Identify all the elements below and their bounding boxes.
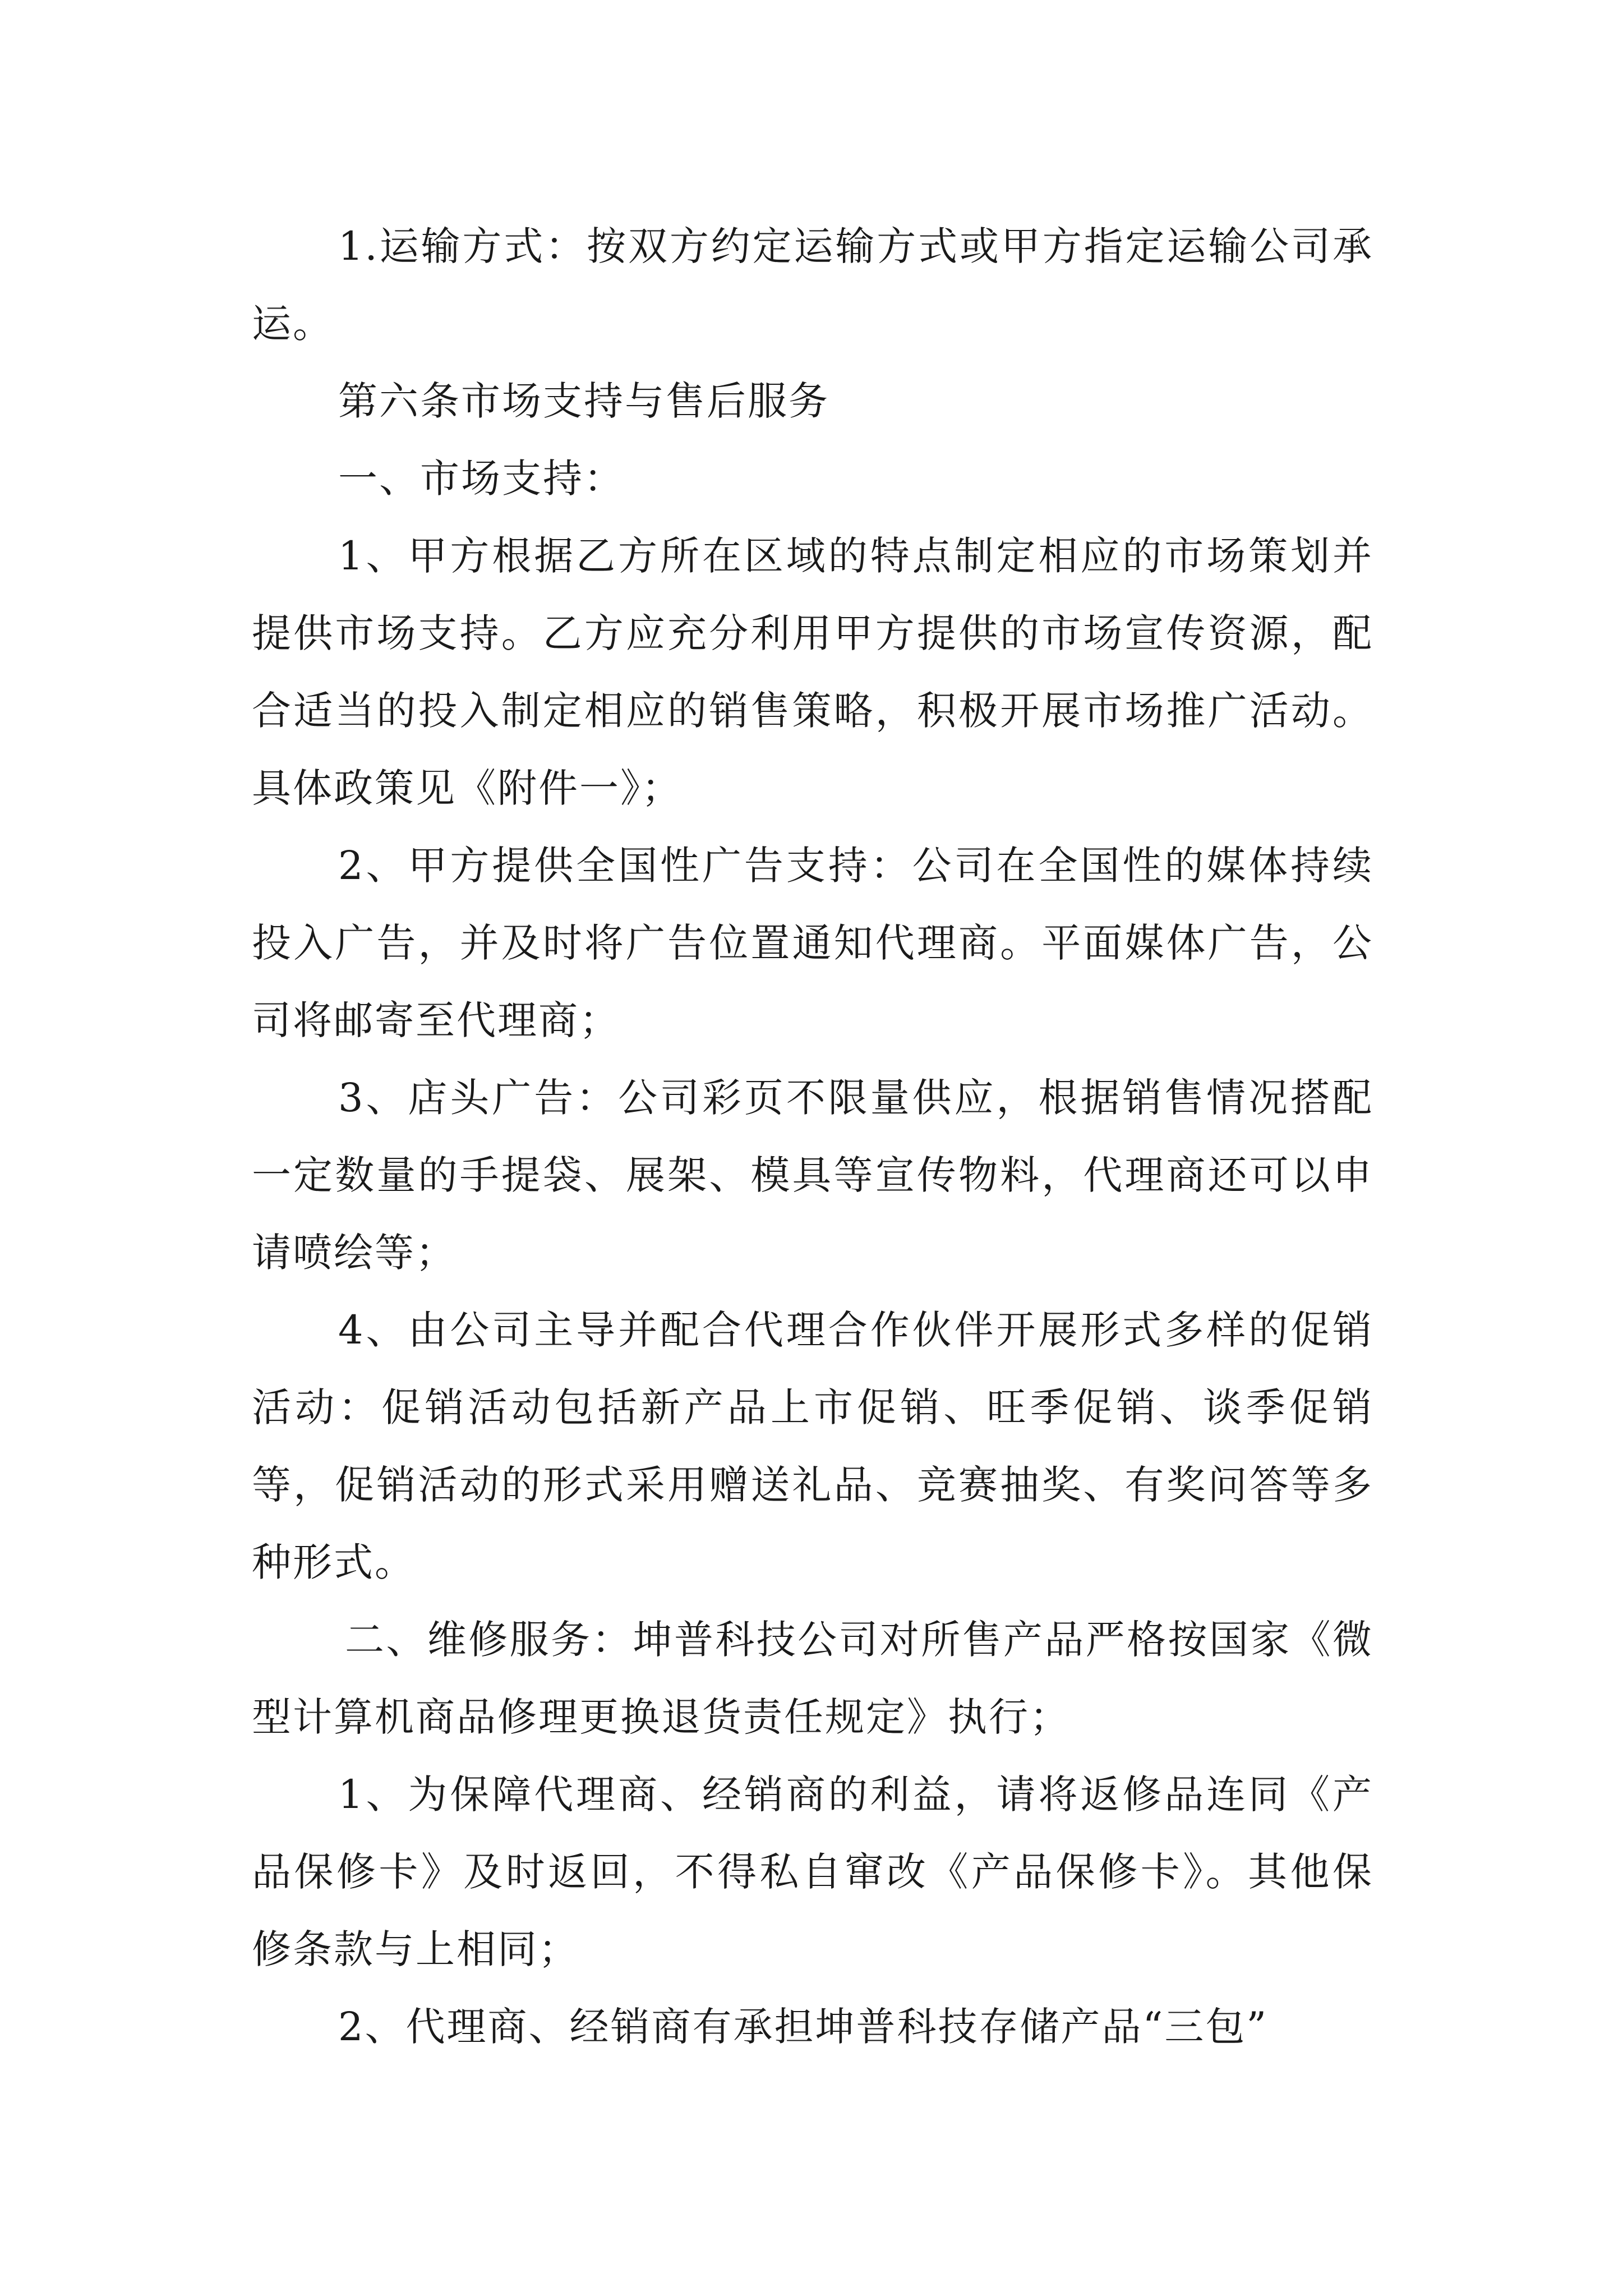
- paragraph-market-support-1: 1、甲方根据乙方所在区域的特点制定相应的市场策划并提供市场支持。乙方应充分利用甲方提供的市场宣传资源，配合适当的投入制定相应的销售策略，积极开展市场推广活动。具体政策见《附件一》；: [252, 533, 1373, 811]
- paragraph-transport-method: 1.运输方式：按双方约定运输方式或甲方指定运输公司承运。: [252, 223, 1373, 347]
- paragraph-repair-service-1: 1、为保障代理商、经销商的利益，请将返修品连同《产品保修卡》及时返回，不得私自窜改《产品保修卡》。其他保修条款与上相同；: [252, 1772, 1373, 1972]
- subsection-heading-repair-service: 二、维修服务：坤普科技公司对所售产品严格按国家《微型计算机商品修理更换退货责任规定》执行；: [252, 1617, 1373, 1740]
- paragraph-market-support-3: 3、店头广告：公司彩页不限量供应，根据销售情况搭配一定数量的手提袋、展架、模具等宣传物料，代理商还可以申请喷绘等；: [252, 1075, 1373, 1276]
- paragraph-repair-service-2: 2、代理商、经销商有承担坤普科技存储产品“三包”: [338, 2004, 1269, 2050]
- document-page: [252, 208, 1373, 2065]
- paragraph-market-support-4: 4、由公司主导并配合代理合作伙伴开展形式多样的促销活动：促销活动包括新产品上市促销、旺季促销、谈季促销等，促销活动的形式采用赠送礼品、竞赛抽奖、有奖问答等多种形式。: [252, 1307, 1373, 1585]
- paragraph-market-support-2: 2、甲方提供全国性广告支持：公司在全国性的媒体持续投入广告，并及时将广告位置通知代理商。平面媒体广告，公司将邮寄至代理商；: [252, 843, 1373, 1043]
- subsection-heading-market-support: 一、市场支持：: [338, 455, 625, 501]
- section-heading-article-6: 第六条市场支持与售后服务: [338, 378, 829, 424]
